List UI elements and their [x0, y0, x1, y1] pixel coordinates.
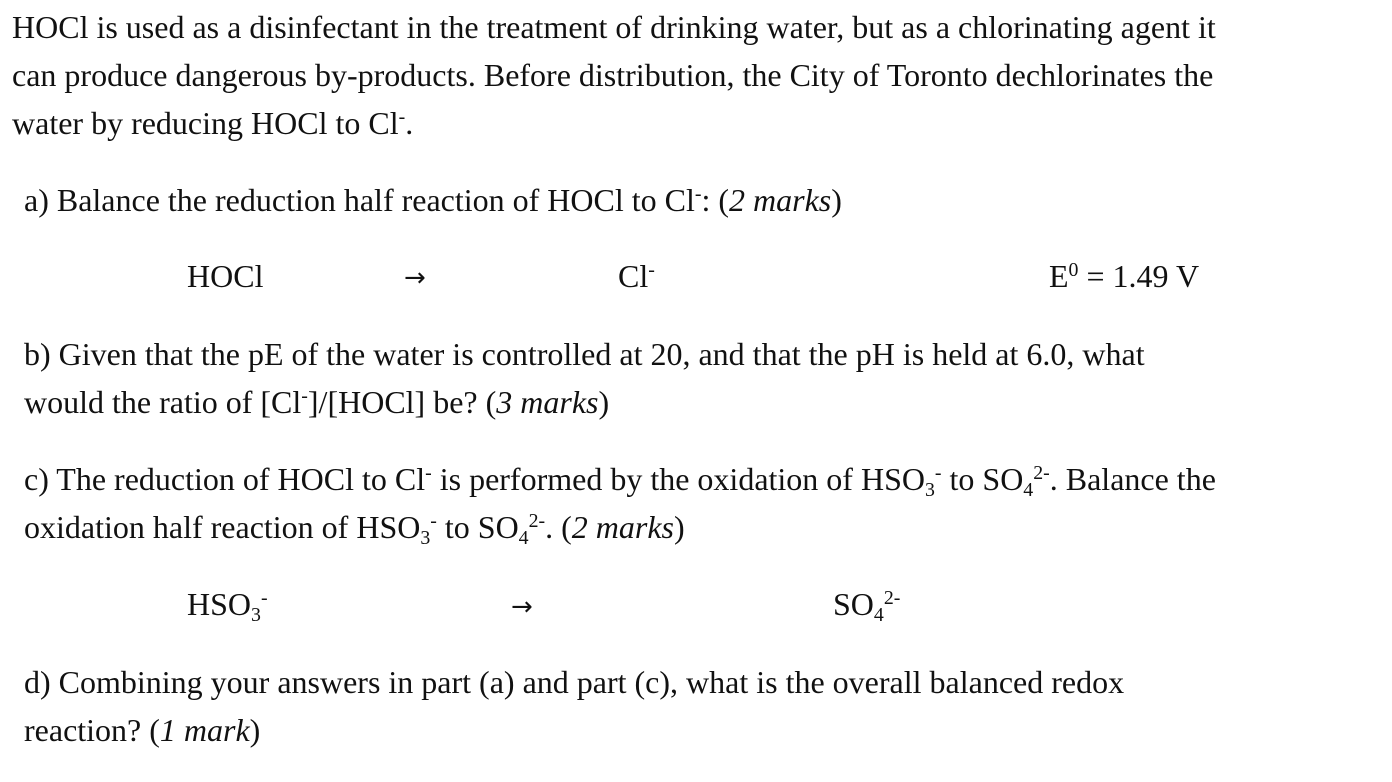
question-c-line-2: oxidation half reaction of $HSO_3^-$ to $SO_4^{2-}$. (2 marks)	[24, 509, 685, 549]
question-d-line-1: d) Combining your answers in part (a) and part (c), what is the overall balanced redox	[24, 664, 1125, 700]
question-b-line-2: would the ratio of [Cl-]/[HOCl] be? (3 marks)	[24, 384, 610, 420]
reactant-hocl: HOCl	[187, 258, 264, 294]
question-c-line-1: c) The reduction of HOCl to Cl- is performed by the oxidation of $HSO_3^-$ to $SO_4^{2-}$. Balance the	[24, 461, 1216, 501]
reactant-hso3: $HSO_3^-$	[187, 586, 268, 626]
question-d-line-2: reaction? (1 mark)	[24, 712, 261, 748]
intro-paragraph	[12, 3, 1216, 147]
marks-c: 2 marks	[571, 509, 674, 545]
product-cl: Cl-	[618, 258, 655, 294]
intro-line-3: water by reducing HOCl to Cl-.	[12, 105, 414, 141]
question-d	[24, 658, 1124, 754]
question-c	[24, 455, 1216, 551]
reaction-arrow-c: →	[511, 592, 533, 622]
question-b-line-1: b) Given that the pE of the water is controlled at 20, and that the pH is held at 6.0, what	[24, 336, 1145, 372]
standard-potential: $E^0 = 1.49$ V	[1049, 258, 1200, 294]
product-so4: $SO_4^{2-}$	[833, 586, 901, 626]
marks-d: 1 mark	[159, 712, 250, 748]
question-a-text: a) Balance the reduction half reaction of HOCl to Cl-: (2 marks)	[24, 182, 842, 218]
intro-line-1: HOCl is used as a disinfectant in the treatment of drinking water, but as a chlorinating agent it	[12, 9, 1216, 45]
marks-a: 2 marks	[729, 182, 832, 218]
marks-b: 3 marks	[496, 384, 599, 420]
intro-line-2: can produce dangerous by-products. Before distribution, the City of Toronto dechlorinates the	[12, 57, 1214, 93]
reaction-arrow-a: →	[404, 263, 426, 293]
question-b	[24, 330, 1145, 426]
question-a	[24, 176, 842, 224]
